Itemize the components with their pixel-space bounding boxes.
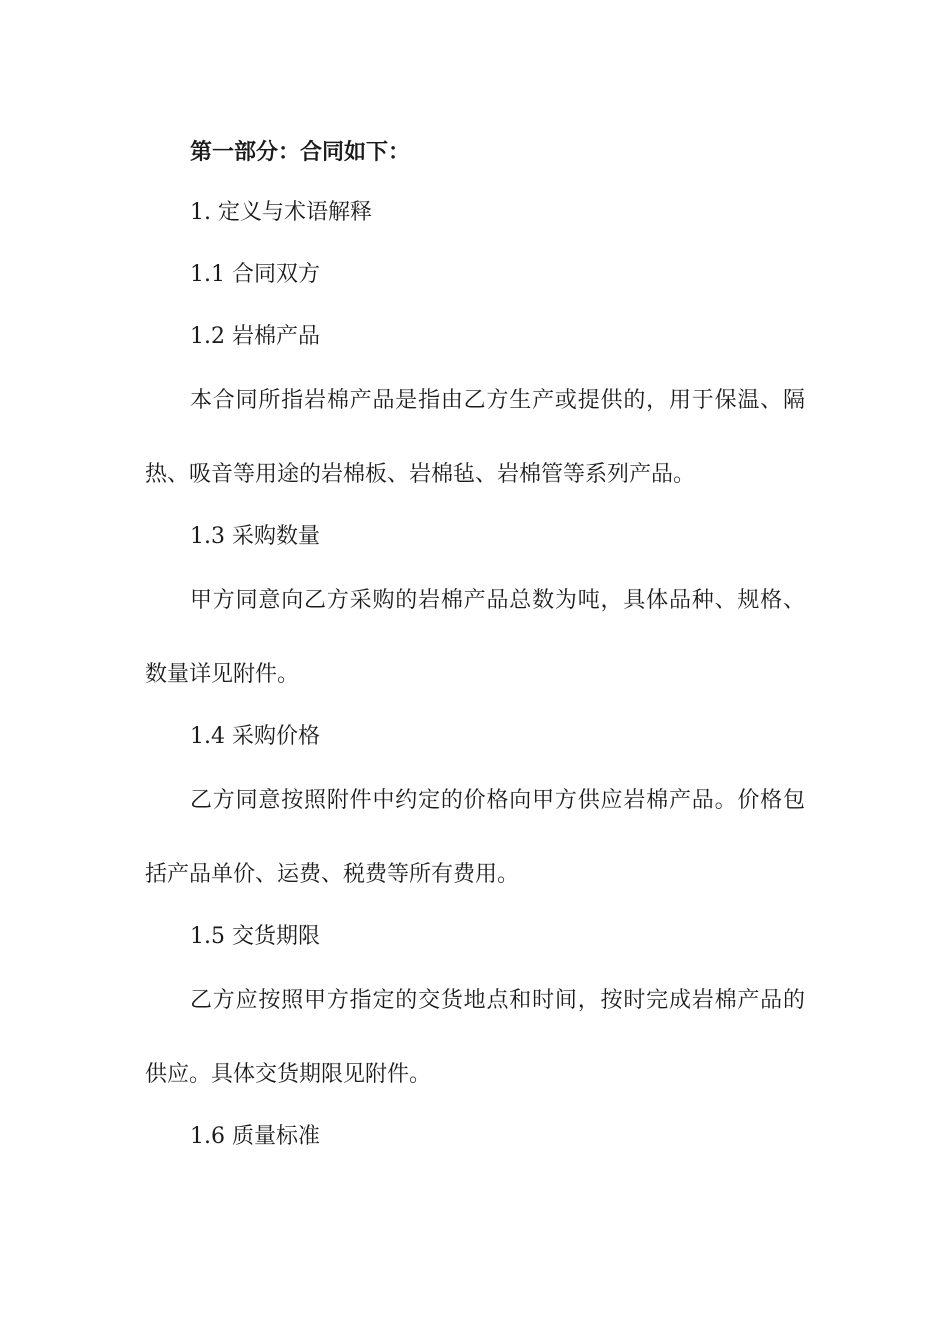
paragraph-line: 数量详见附件。 [145, 662, 300, 687]
section-title-1-1: 1.1 合同双方 [190, 262, 320, 287]
paragraph-line: 热、吸音等用途的岩棉板、岩棉毡、岩棉管等系列产品。 [145, 462, 696, 487]
part-heading: 第一部分：合同如下： [190, 140, 411, 165]
section-title-1: 1. 定义与术语解释 [190, 200, 372, 225]
section-title-1-5: 1.5 交货期限 [190, 924, 320, 949]
paragraph-line: 本合同所指岩棉产品是指由乙方生产或提供的，用于保温、隔 [190, 388, 805, 413]
paragraph-line: 括产品单价、运费、税费等所有费用。 [145, 862, 520, 887]
paragraph-line: 乙方应按照甲方指定的交货地点和时间，按时完成岩棉产品的 [190, 988, 805, 1013]
paragraph-line: 供应。具体交货期限见附件。 [145, 1062, 432, 1087]
paragraph-line: 甲方同意向乙方采购的岩棉产品总数为吨，具体品种、规格、 [190, 588, 805, 613]
section-title-1-6: 1.6 质量标准 [190, 1124, 320, 1149]
section-title-1-2: 1.2 岩棉产品 [190, 324, 320, 349]
paragraph-line: 乙方同意按照附件中约定的价格向甲方供应岩棉产品。价格包 [190, 788, 805, 813]
section-title-1-3: 1.3 采购数量 [190, 524, 320, 549]
section-title-1-4: 1.4 采购价格 [190, 724, 320, 749]
